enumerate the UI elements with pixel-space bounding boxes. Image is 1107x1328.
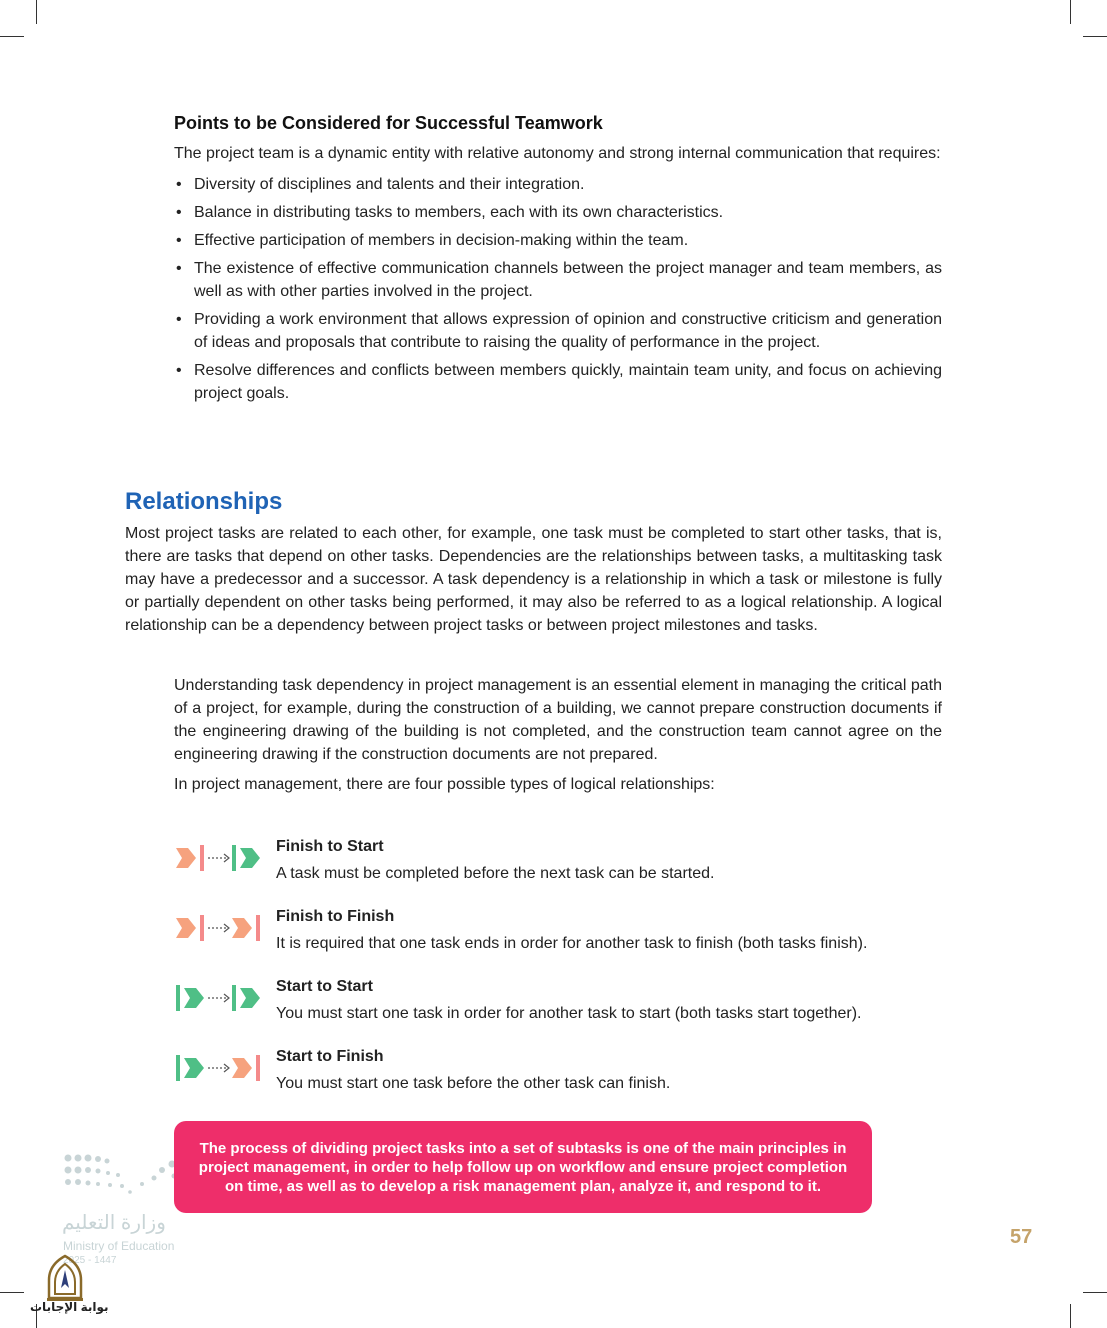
- start-to-start-icon: [174, 982, 266, 1014]
- crop-mark: [36, 0, 37, 24]
- dependency-paragraph: Understanding task dependency in project management is an essential element in managing the critical path of a project, for example, during the construction of a building, we cannot prepare construction documents if the engineering drawing of the building is not completed, and the construction team cannot agree on the engineering drawing if the construction documents are not prepared.: [174, 677, 942, 763]
- start-to-finish-icon: [174, 1052, 266, 1084]
- relationship-description: A task must be completed before the next task can be started.: [276, 865, 715, 882]
- relationship-description: You must start one task before the other task can finish.: [276, 1075, 671, 1092]
- relationships-title: Relationships: [125, 488, 283, 515]
- list-item: • Balance in distributing tasks to members, each with its own characteristics.: [174, 201, 942, 224]
- crop-mark: [1083, 36, 1107, 37]
- relationship-title: Start to Finish: [276, 1048, 384, 1065]
- relationship-title: Start to Start: [276, 978, 373, 995]
- finish-to-start-icon: [174, 842, 266, 874]
- crop-mark: [1070, 1304, 1071, 1328]
- teamwork-bullet-list: [174, 173, 942, 405]
- ministry-arabic-name: وزارة التعليم: [62, 1212, 166, 1234]
- list-item: • The existence of effective communication channels between the project manager and team members, as well as with other parties involved in the project.: [174, 257, 942, 303]
- callout-box: The process of dividing project tasks into a set of subtasks is one of the main principles in project management, in order to help follow up on workflow and ensure project completion on time, as well as to develop a risk management plan, analyze it, and respond to it.: [174, 1121, 872, 1213]
- relationships-section: [125, 488, 942, 637]
- relationship-finish-to-finish: [174, 908, 954, 972]
- ministry-english-name: Ministry of Education: [63, 1239, 175, 1253]
- list-item: • Diversity of disciplines and talents and their integration.: [174, 173, 942, 196]
- page-number: 57: [1010, 1226, 1033, 1248]
- teamwork-title: Points to be Considered for Successful Teamwork: [174, 113, 603, 133]
- types-intro: In project management, there are four possible types of logical relationships:: [174, 776, 715, 793]
- crop-mark: [1083, 1292, 1107, 1293]
- teamwork-intro: The project team is a dynamic entity with relative autonomy and strong internal communication that requires:: [174, 145, 941, 162]
- relationship-description: You must start one task in order for another task to start (both tasks start together).: [276, 1005, 862, 1022]
- relationship-description: It is required that one task ends in order for another task to finish (both tasks finish).: [276, 935, 868, 952]
- finish-to-finish-icon: [174, 912, 266, 944]
- site-label: بوابة الإجابات: [30, 1300, 109, 1314]
- relationship-title: Finish to Finish: [276, 908, 395, 925]
- relationship-title: Finish to Start: [276, 838, 384, 855]
- crop-mark: [1070, 0, 1071, 24]
- list-item: • Resolve differences and conflicts between members quickly, maintain team unity, and focus on achieving project goals.: [174, 359, 942, 405]
- relationship-finish-to-start: [174, 838, 954, 902]
- relationships-paragraph: Most project tasks are related to each other, for example, one task must be completed to start other tasks, that is, there are tasks that depend on other tasks. Dependencies are the relationships between tasks, a multitasking task may have a predecessor and a successor. A task dependency is a relationship in which a task or milestone is fully or partially dependent on other tasks being performed, it may also be referred to as a logical relationship. A logical relationship can be a dependency between project tasks or between project milestones and tasks.: [125, 525, 942, 634]
- list-item: • Effective participation of members in decision-making within the team.: [174, 229, 942, 252]
- list-item: • Providing a work environment that allows expression of opinion and constructive criticism and generation of ideas and proposals that contribute to raising the quality of performance in the project.: [174, 308, 942, 354]
- teamwork-section: [174, 113, 942, 410]
- ministry-years: 2025 - 1447: [63, 1255, 117, 1266]
- site-logo-icon: [44, 1254, 86, 1302]
- dependency-section: [174, 674, 942, 796]
- crop-mark: [0, 1292, 24, 1293]
- relationship-start-to-start: [174, 978, 954, 1042]
- crop-mark: [0, 36, 24, 37]
- relationship-start-to-finish: [174, 1048, 954, 1112]
